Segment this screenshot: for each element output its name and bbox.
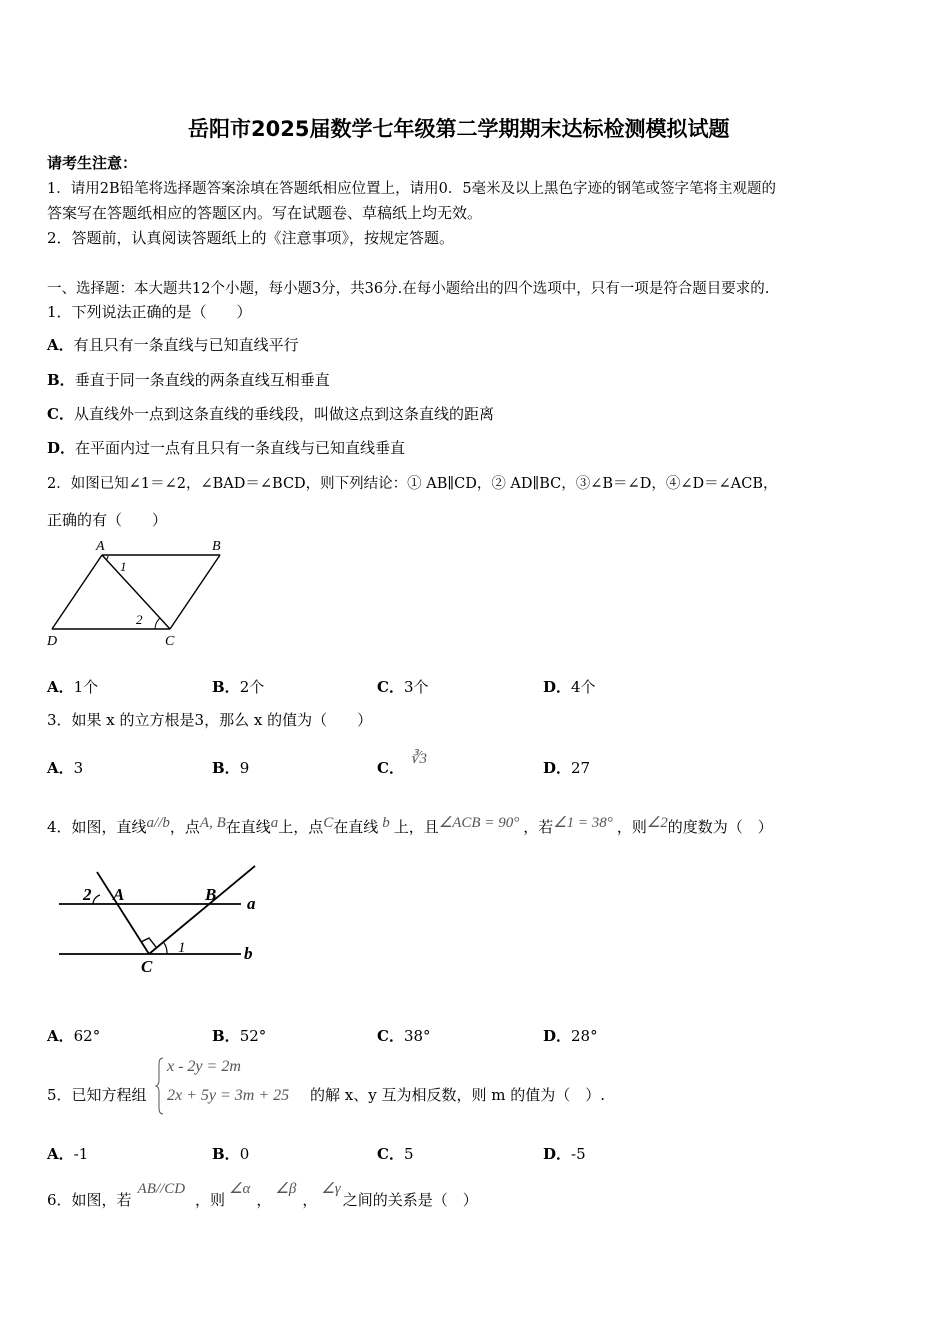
segment-ad <box>52 555 102 629</box>
option-label: D． <box>543 759 572 777</box>
q5-option-d <box>543 1143 586 1164</box>
q4-option-d <box>543 1025 598 1046</box>
q5-option-a <box>47 1143 88 1164</box>
option-label: A． <box>47 1027 74 1045</box>
q4-math: A, B <box>199 815 226 831</box>
angle-1-label: 1 <box>178 940 186 956</box>
option-label: D． <box>47 439 76 457</box>
q5-stem-prefix: 5．已知方程组 <box>47 1086 147 1104</box>
angle-1-arc <box>164 943 167 954</box>
option-text: 3 <box>73 759 84 777</box>
point-c-label: C <box>165 634 175 649</box>
q6-text: 之间的关系是（ ） <box>342 1191 478 1209</box>
q4-text: ，点 <box>169 818 200 836</box>
q6-text: 6．如图，若 <box>47 1191 132 1209</box>
q4-parallel-lines-figure <box>55 862 270 977</box>
q5-stem-suffix: 的解 x、y 互为相反数，则 m 的值为（ ）. <box>310 1086 605 1104</box>
q4-math: a <box>270 815 279 831</box>
option-text: 3个 <box>403 678 429 696</box>
notice-heading: 请考生注意： <box>47 154 138 172</box>
q4-option-a <box>47 1025 100 1046</box>
option-label: C． <box>377 678 404 696</box>
q4-text: ，若 <box>523 818 554 836</box>
option-label: B． <box>212 678 240 696</box>
q1-option-c <box>47 403 494 424</box>
q2-option-c <box>377 676 429 697</box>
q5-option-c <box>377 1143 414 1164</box>
line-a-label: a <box>247 894 256 913</box>
q2-stem-line-2: 正确的有（ ） <box>47 511 168 529</box>
option-text: 有且只有一条直线与已知直线平行 <box>73 336 299 354</box>
q5-option-b <box>212 1143 249 1164</box>
angle-2-arc <box>155 618 160 629</box>
q6-stem <box>47 1181 478 1210</box>
angle-1-label: 1 <box>120 559 127 574</box>
option-label: B． <box>212 1027 240 1045</box>
q6-text: ，则 <box>195 1191 226 1209</box>
option-text: 2个 <box>239 678 265 696</box>
option-label: A． <box>47 336 74 354</box>
q6-math: ∠β <box>275 1181 297 1197</box>
option-label: A． <box>47 678 74 696</box>
q4-math: ∠1 = 38° <box>553 815 613 831</box>
point-b-label: B <box>205 885 217 904</box>
option-label: A． <box>47 759 74 777</box>
option-text: 在平面内过一点有且只有一条直线与已知直线垂直 <box>75 439 406 457</box>
q6-text: ， <box>256 1191 272 1209</box>
q3-option-b <box>212 757 249 778</box>
line-b-label: b <box>244 944 253 963</box>
option-text: 4个 <box>571 678 596 696</box>
q1-option-b <box>47 369 330 390</box>
option-text: 52° <box>239 1027 267 1045</box>
angle-1-arc <box>106 556 108 560</box>
q3-option-c <box>377 751 428 778</box>
q2-option-b <box>212 676 264 697</box>
q4-math: ∠ACB = 90° <box>438 815 520 831</box>
option-label: B． <box>212 759 240 777</box>
q4-text: 4．如图，直线 <box>47 818 147 836</box>
angle-2-label: 2 <box>83 885 92 904</box>
q3-option-d <box>543 757 590 778</box>
option-label: C． <box>377 1145 404 1163</box>
option-label: D． <box>543 1027 572 1045</box>
system-brace <box>155 1056 165 1116</box>
option-label: B． <box>212 1145 240 1163</box>
q2-stem-line-1: 2．如图已知∠1＝∠2，∠BAD＝∠BCD，则下列结论：① AB∥CD，② AD∥BC，③∠B＝∠D，④∠D＝∠ACB， <box>47 476 778 492</box>
option-label: D． <box>543 678 572 696</box>
q4-text: 上，点 <box>278 818 324 836</box>
option-text: -1 <box>73 1145 89 1163</box>
option-text: 从直线外一点到这条直线的垂线段，叫做这点到这条直线的距离 <box>73 405 494 423</box>
q3-stem: 3．如果 x 的立方根是3，那么 x 的值为（ ） <box>47 711 373 729</box>
angle-2-arc <box>93 895 100 904</box>
notice-item-1-line-2: 答案写在答题纸相应的答题区内。写在试题卷、草稿纸上均无效。 <box>47 204 483 222</box>
q5-equation-1: x - 2y = 2m <box>167 1058 241 1075</box>
option-text: 28° <box>571 1027 598 1045</box>
q3-option-a <box>47 757 83 778</box>
q4-math: C <box>323 815 334 831</box>
notice-item-2: 2．答题前，认真阅读答题纸上的《注意事项》，按规定答题。 <box>47 229 455 247</box>
q6-math: ∠γ <box>321 1181 341 1197</box>
option-label: D． <box>543 1145 572 1163</box>
option-text: 1个 <box>73 678 99 696</box>
option-label: C． <box>377 759 404 777</box>
q4-text: 在直线 <box>225 818 271 836</box>
segment-bc <box>170 555 220 629</box>
q5-equation-2: 2x + 5y = 3m + 25 <box>167 1087 290 1104</box>
point-b-label: B <box>212 539 221 554</box>
q6-math: ∠α <box>229 1181 251 1197</box>
q2-parallelogram-figure <box>44 535 234 650</box>
page-title: 岳阳市2025届数学七年级第二学期期末达标检测模拟试题 <box>188 117 730 141</box>
option-label: C． <box>377 1027 404 1045</box>
option-label: A． <box>47 1145 74 1163</box>
q1-option-a <box>47 334 299 355</box>
q4-math: ∠2 <box>646 815 668 831</box>
q4-stem <box>47 816 773 837</box>
q4-text: ，则 <box>616 818 647 836</box>
option-text: 0 <box>239 1145 250 1163</box>
q1-stem: 1．下列说法正确的是（ ） <box>47 303 252 321</box>
q4-option-c <box>377 1025 431 1046</box>
segment-cb <box>149 866 255 954</box>
point-a-label: A <box>113 885 125 904</box>
notice-item-1-line-1: 1．请用2B铅笔将选择题答案涂填在答题纸相应位置上，请用0．5毫米及以上黑色字迹的钢笔或签字笔将主观题的 <box>47 181 777 197</box>
q1-option-d <box>47 437 405 458</box>
point-c-label: C <box>141 957 153 976</box>
option-text: 27 <box>571 759 591 777</box>
q4-text: 上，且 <box>393 818 439 836</box>
option-text: 62° <box>73 1027 101 1045</box>
option-text: 垂直于同一条直线的两条直线互相垂直 <box>74 371 330 389</box>
option-text: 9 <box>239 759 250 777</box>
point-d-label: D <box>47 634 58 649</box>
q4-math: b <box>382 815 390 831</box>
section-heading: 一、选择题：本大题共12个小题，每小题3分，共36分.在每小题给出的四个选项中，只有一项是符合题目要求的. <box>47 281 770 297</box>
q4-math: a//b <box>146 815 170 831</box>
angle-2-label: 2 <box>136 612 143 627</box>
option-text: 5 <box>403 1145 414 1163</box>
q6-text: ， <box>302 1191 318 1209</box>
q4-text: 在直线 <box>333 818 379 836</box>
option-text: 38° <box>403 1027 431 1045</box>
option-label: B． <box>47 371 75 389</box>
q4-option-b <box>212 1025 266 1046</box>
q2-option-a <box>47 676 98 697</box>
option-label: C． <box>47 405 74 423</box>
point-a-label: A <box>96 539 105 554</box>
q2-option-d <box>543 676 596 697</box>
q4-text: 的度数为（ ） <box>667 818 773 836</box>
option-text: -5 <box>571 1145 586 1163</box>
q6-math: AB//CD <box>137 1181 186 1197</box>
option-text: ∛3 <box>409 751 428 767</box>
